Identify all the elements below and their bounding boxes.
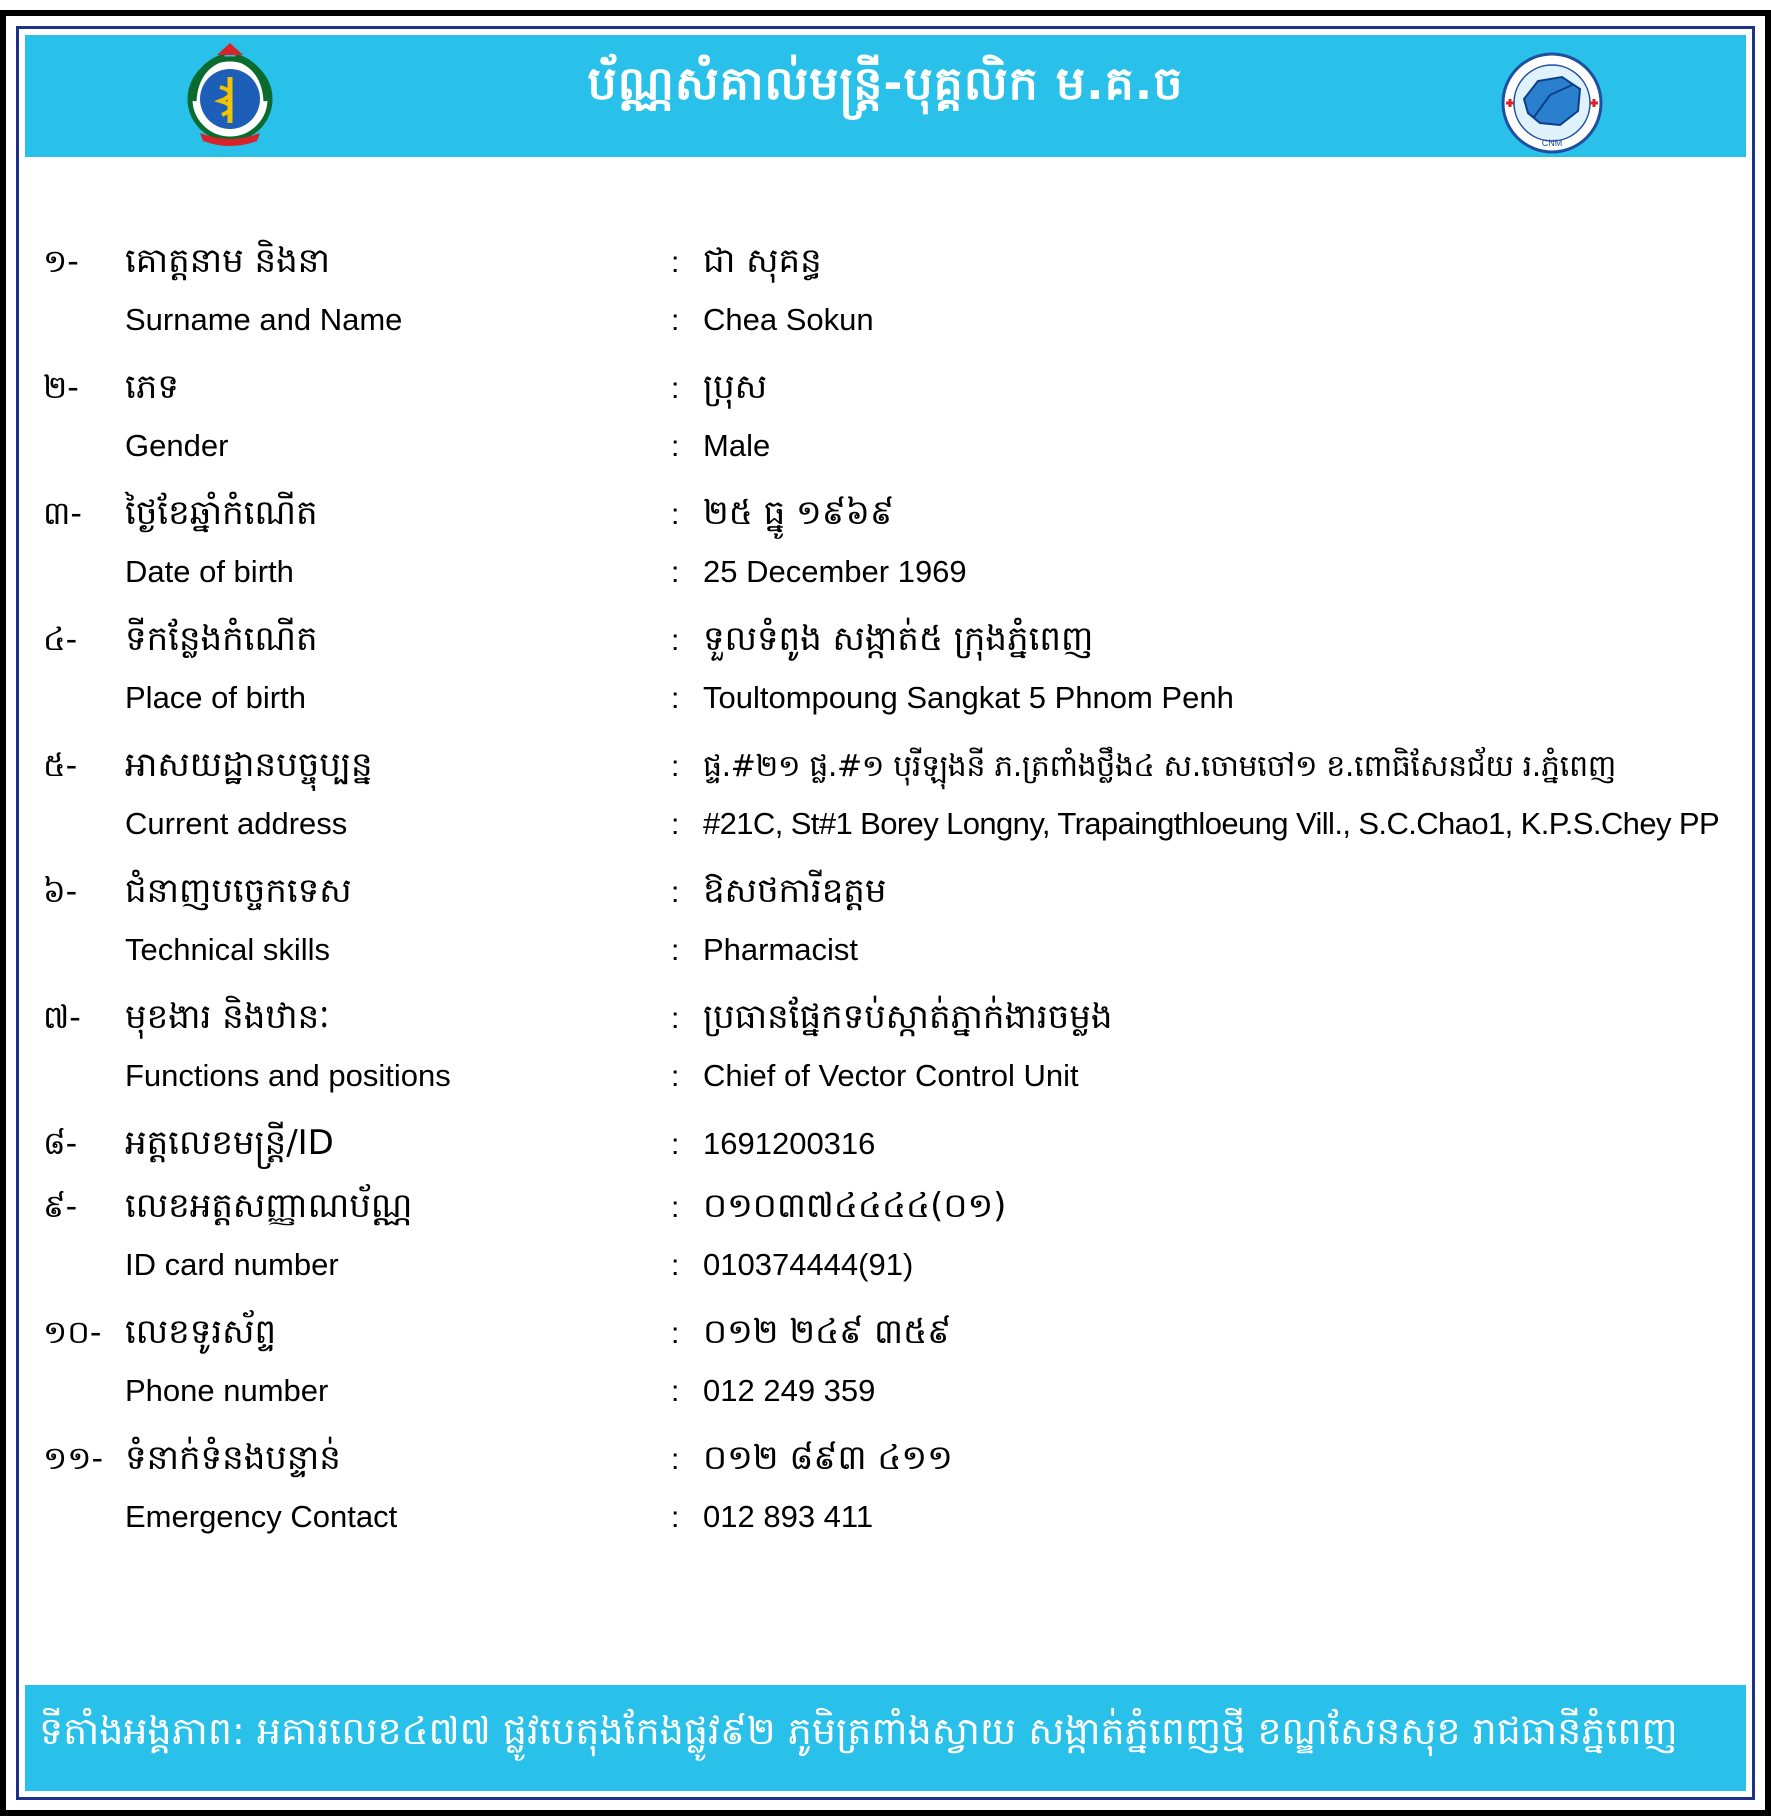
field-value: Toultompoung Sangkat 5 Phnom Penh bbox=[703, 680, 1234, 715]
field-row-address-en bbox=[43, 806, 1763, 869]
field-value: Chief of Vector Control Unit bbox=[703, 1058, 1079, 1093]
field-number: ៩- bbox=[43, 1187, 78, 1225]
field-label: ភេទ bbox=[125, 367, 179, 407]
field-value: ប្រុស bbox=[703, 367, 768, 407]
field-row-dob-kh bbox=[43, 491, 1763, 554]
field-colon: : bbox=[671, 1060, 680, 1093]
field-row-name-en bbox=[43, 302, 1763, 365]
field-colon: : bbox=[671, 1317, 680, 1350]
field-number: ៦- bbox=[43, 872, 78, 910]
field-row-idcard-kh bbox=[43, 1184, 1763, 1247]
field-label: ថ្ងៃខែឆ្នាំកំណើត bbox=[125, 493, 318, 533]
field-colon: : bbox=[671, 1249, 680, 1282]
field-label: ទីកន្លែងកំណើត bbox=[125, 619, 318, 659]
field-colon: : bbox=[671, 808, 680, 841]
field-colon: : bbox=[671, 1443, 680, 1476]
field-number: ៣- bbox=[43, 494, 82, 532]
field-value: Male bbox=[703, 428, 771, 463]
field-label: Functions and positions bbox=[125, 1058, 451, 1093]
field-number: ៥- bbox=[43, 746, 78, 784]
field-row-phone-en bbox=[43, 1373, 1763, 1436]
field-row-officer-id bbox=[43, 1121, 1763, 1184]
field-value: Chea Sokun bbox=[703, 302, 874, 337]
footer-address: ទីតាំងអង្គភាព: អគារលេខ៤៧៧ ផ្លូវបេតុងកែងផ្លូវ៩២ ភូមិត្រពាំងស្វាយ សង្កាត់ភ្នំពេញថ្មី ខណ្ឌសែនសុខ រាជធានីភ្នំពេញ bbox=[39, 1709, 1678, 1753]
field-colon: : bbox=[671, 246, 680, 279]
field-row-phone-kh bbox=[43, 1310, 1763, 1373]
field-row-address-kh bbox=[43, 743, 1763, 806]
field-label: Technical skills bbox=[125, 932, 331, 967]
field-value: 010374444(91) bbox=[703, 1247, 914, 1282]
field-value: ០១២ ២៤៩ ៣៥៩ bbox=[703, 1312, 952, 1352]
field-row-position-en bbox=[43, 1058, 1763, 1121]
field-colon: : bbox=[671, 372, 680, 405]
field-colon: : bbox=[671, 498, 680, 531]
field-colon: : bbox=[671, 934, 680, 967]
footer-band bbox=[25, 1685, 1746, 1791]
header-band bbox=[25, 35, 1746, 157]
field-colon: : bbox=[671, 1191, 680, 1224]
field-colon: : bbox=[671, 556, 680, 589]
field-value: ២៥ ធ្នូ ១៩៦៩ bbox=[703, 493, 894, 533]
field-label: អត្តលេខមន្ត្រី/ID bbox=[125, 1123, 334, 1163]
field-value: ឱសថការីឧត្តម bbox=[703, 871, 887, 911]
field-row-skills-en bbox=[43, 932, 1763, 995]
field-value: ជា សុគន្ធ bbox=[703, 241, 822, 281]
field-label: លេខអត្តសញ្ញាណប័ណ្ណ bbox=[125, 1186, 413, 1226]
cnm-logo-label: CNM bbox=[1541, 138, 1563, 148]
field-label: Place of birth bbox=[125, 680, 306, 715]
field-row-name-kh bbox=[43, 239, 1763, 302]
field-row-emergency-en bbox=[43, 1499, 1763, 1562]
personal-info-list bbox=[43, 239, 1763, 1562]
field-value: 012 249 359 bbox=[703, 1373, 876, 1408]
field-value: ០១០៣៧៤៤៤៤(០១) bbox=[703, 1186, 1007, 1226]
field-value: ប្រធានផ្នែកទប់ស្កាត់ភ្នាក់ងារចម្លង bbox=[703, 997, 1113, 1037]
field-colon: : bbox=[671, 304, 680, 337]
field-colon: : bbox=[671, 624, 680, 657]
field-number: ១- bbox=[43, 242, 79, 280]
field-value: ផ្ទ.#២១ ផ្ល.#១ បុរីឡុងនី ភ.ត្រពាំងថ្លឹង៤ ស.ចោមចៅ១ ខ.ពោធិសែនជ័យ រ.ភ្នំពេញ bbox=[703, 749, 1616, 784]
field-colon: : bbox=[671, 750, 680, 783]
field-label: Gender bbox=[125, 428, 229, 463]
field-row-pob-kh bbox=[43, 617, 1763, 680]
field-colon: : bbox=[671, 430, 680, 463]
field-row-dob-en bbox=[43, 554, 1763, 617]
field-number: ១១- bbox=[43, 1439, 103, 1477]
card-inner-frame bbox=[16, 26, 1755, 1800]
field-value: #21C, St#1 Borey Longny, Trapaingthloeung Vill., S.C.Chao1, K.P.S.Chey PP bbox=[703, 806, 1720, 841]
field-label: លេខទូរស័ព្ទ bbox=[125, 1312, 277, 1352]
field-number: ៤- bbox=[43, 620, 78, 658]
field-value: 1691200316 bbox=[703, 1126, 876, 1161]
field-value: ០១២ ៨៩៣ ៤១១ bbox=[703, 1438, 953, 1478]
field-row-pob-en bbox=[43, 680, 1763, 743]
field-label: Date of birth bbox=[125, 554, 294, 589]
field-colon: : bbox=[671, 682, 680, 715]
field-label: Phone number bbox=[125, 1373, 329, 1408]
field-value: ទួលទំពូង សង្កាត់៥ ក្រុងភ្នំពេញ bbox=[703, 619, 1094, 659]
field-row-gender-en bbox=[43, 428, 1763, 491]
field-label: Surname and Name bbox=[125, 302, 403, 337]
field-label: ទំនាក់ទំនងបន្ទាន់ bbox=[125, 1438, 341, 1478]
field-colon: : bbox=[671, 1128, 680, 1161]
field-label: ជំនាញបច្ចេកទេស bbox=[125, 871, 352, 911]
card-outer-frame bbox=[0, 10, 1771, 1816]
field-label: Emergency Contact bbox=[125, 1499, 398, 1534]
field-label: ID card number bbox=[125, 1247, 339, 1282]
field-number: ៨- bbox=[43, 1124, 78, 1162]
header-title: ប័ណ្ណសំគាល់មន្ត្រី-បុគ្គលិក ម.គ.ច bbox=[587, 56, 1184, 110]
field-number: ១០- bbox=[43, 1313, 102, 1351]
field-value: 012 893 411 bbox=[703, 1499, 874, 1534]
field-row-idcard-en bbox=[43, 1247, 1763, 1310]
field-number: ២- bbox=[43, 368, 79, 406]
field-colon: : bbox=[671, 1002, 680, 1035]
field-label: អាសយដ្ឋានបច្ចុប្បន្ន bbox=[125, 745, 373, 785]
field-value: 25 December 1969 bbox=[703, 554, 967, 589]
field-colon: : bbox=[671, 1375, 680, 1408]
field-label: Current address bbox=[125, 806, 348, 841]
field-colon: : bbox=[671, 876, 680, 909]
field-row-gender-kh bbox=[43, 365, 1763, 428]
field-row-position-kh bbox=[43, 995, 1763, 1058]
field-number: ៧- bbox=[43, 998, 81, 1036]
field-row-emergency-kh bbox=[43, 1436, 1763, 1499]
field-row-skills-kh bbox=[43, 869, 1763, 932]
field-value: Pharmacist bbox=[703, 932, 859, 967]
field-label: មុខងារ និងឋានៈ bbox=[125, 997, 330, 1037]
cnm-map-logo-icon bbox=[1500, 51, 1604, 155]
field-colon: : bbox=[671, 1501, 680, 1534]
field-label: គោត្តនាម និងនា bbox=[125, 241, 331, 281]
